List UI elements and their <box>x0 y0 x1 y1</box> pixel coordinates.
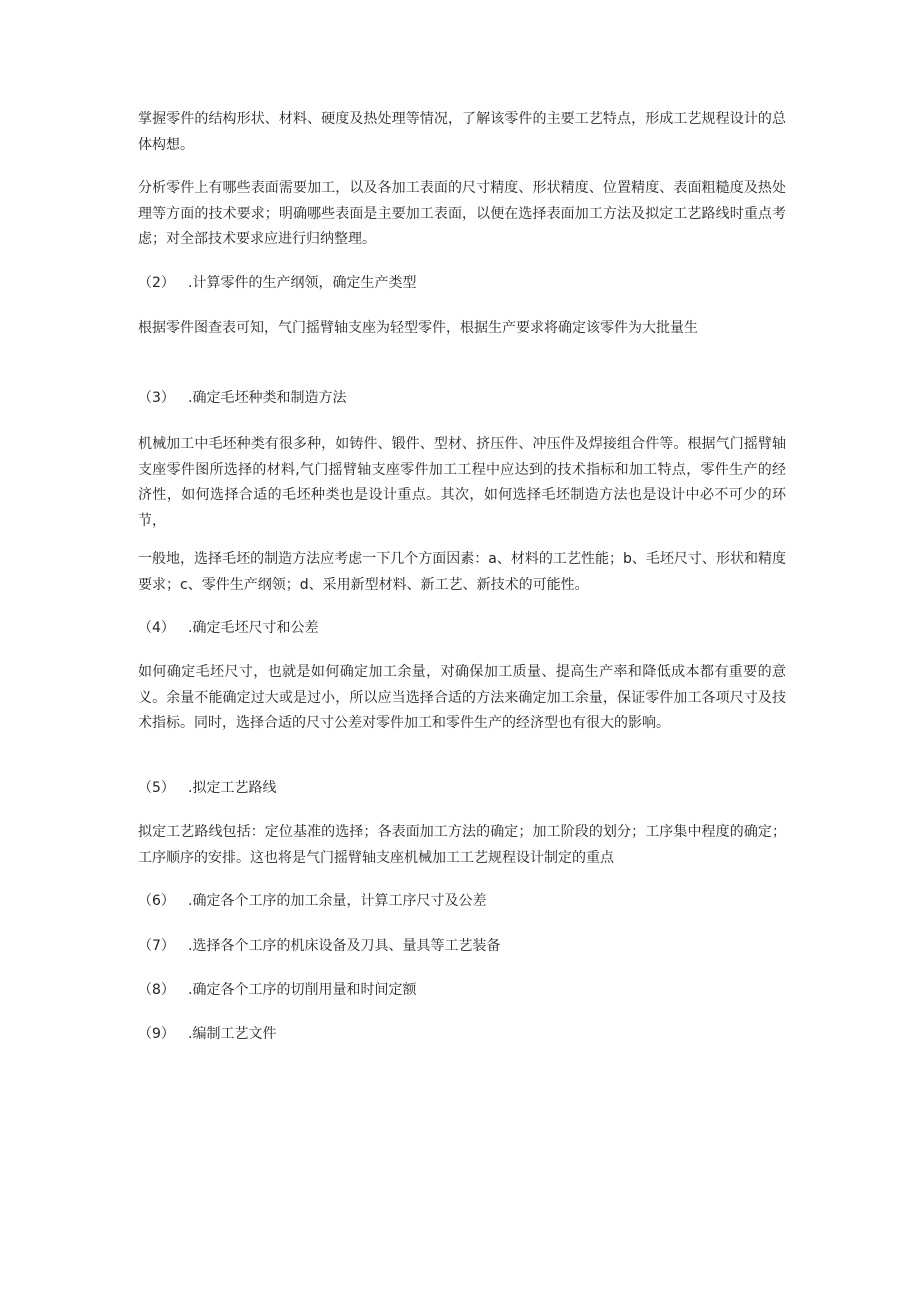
paragraph-process-route: 拟定工艺路线包括：定位基准的选择；各表面加工方法的确定；加工阶段的划分；工序集中程度的确定；工序顺序的安排。这也将是气门摇臂轴支座机械加工工艺规程设计制定的重点 <box>138 824 786 866</box>
step-title-8: .确定各个工序的切削用量和时间定额 <box>188 982 417 998</box>
step-title-4: .确定毛坯尺寸和公差 <box>188 620 319 636</box>
step-heading-5 <box>138 776 276 802</box>
step-heading-7 <box>138 934 500 960</box>
step-heading-9 <box>138 1022 276 1048</box>
step-heading-8 <box>138 978 416 1004</box>
step-heading-6 <box>138 889 486 915</box>
step-number-3: （3） <box>138 390 175 406</box>
paragraph-structure-analysis: 掌握零件的结构形状、材料、硬度及热处理等情况，了解该零件的主要工艺特点，形成工艺规程设计的总体构想。 <box>138 111 786 153</box>
step-title-7: .选择各个工序的机床设备及刀具、量具等工艺装备 <box>188 938 501 954</box>
step-number-4: （4） <box>138 620 175 636</box>
paragraph-surface-requirements: 分析零件上有哪些表面需要加工，以及各加工表面的尺寸精度、形状精度、位置精度、表面粗糙度及热处理等方面的技术要求；明确哪些表面是主要加工表面，以便在选择表面加工方法及拟定工艺路线时重点考虑；对全部技术要求应进行归纳整理。 <box>138 180 786 247</box>
step-title-9: .编制工艺文件 <box>188 1026 277 1042</box>
paragraph-blank-method-factors: 一般地，选择毛坯的制造方法应考虑一下几个方面因素：a、材料的工艺性能；b、毛坯尺寸、形状和精度要求；c、零件生产纲领；d、采用新型材料、新工艺、新技术的可能性。 <box>138 551 786 593</box>
step-title-2: .计算零件的生产纲领，确定生产类型 <box>188 275 417 291</box>
step-number-6: （6） <box>138 893 175 909</box>
step-number-8: （8） <box>138 982 175 998</box>
step-heading-2 <box>138 271 416 297</box>
paragraph-blank-types: 机械加工中毛坯种类有很多种，如铸件、锻件、型材、挤压件、冲压件及焊接组合件等。根据气门摇臂轴支座零件图所选择的材料,气门摇臂轴支座零件加工工程中应达到的技术指标和加工特点，零件生产的经济性，如何选择合适的毛坯种类也是设计重点。其次，如何选择毛坯制造方法也是设计中必不可少的环节， <box>138 436 786 529</box>
step-title-3: .确定毛坯种类和制造方法 <box>188 390 347 406</box>
paragraph-production-type: 根据零件图查表可知，气门摇臂轴支座为轻型零件，根据生产要求将确定该零件为大批量生 <box>138 320 698 336</box>
step-number-2: （2） <box>138 275 175 291</box>
step-heading-4 <box>138 616 318 642</box>
step-number-5: （5） <box>138 780 175 796</box>
step-title-5: .拟定工艺路线 <box>188 780 277 796</box>
step-title-6: .确定各个工序的加工余量，计算工序尺寸及公差 <box>188 893 487 909</box>
step-number-7: （7） <box>138 938 175 954</box>
step-number-9: （9） <box>138 1026 175 1042</box>
step-heading-3 <box>138 386 346 412</box>
paragraph-blank-dimensions: 如何确定毛坯尺寸，也就是如何确定加工余量，对确保加工质量、提高生产率和降低成本都有重要的意义。余量不能确定过大或是过小，所以应当选择合适的方法来确定加工余量，保证零件加工各项尺寸及技术指标。同时，选择合适的尺寸公差对零件加工和零件生产的经济型也有很大的影响。 <box>138 664 786 731</box>
